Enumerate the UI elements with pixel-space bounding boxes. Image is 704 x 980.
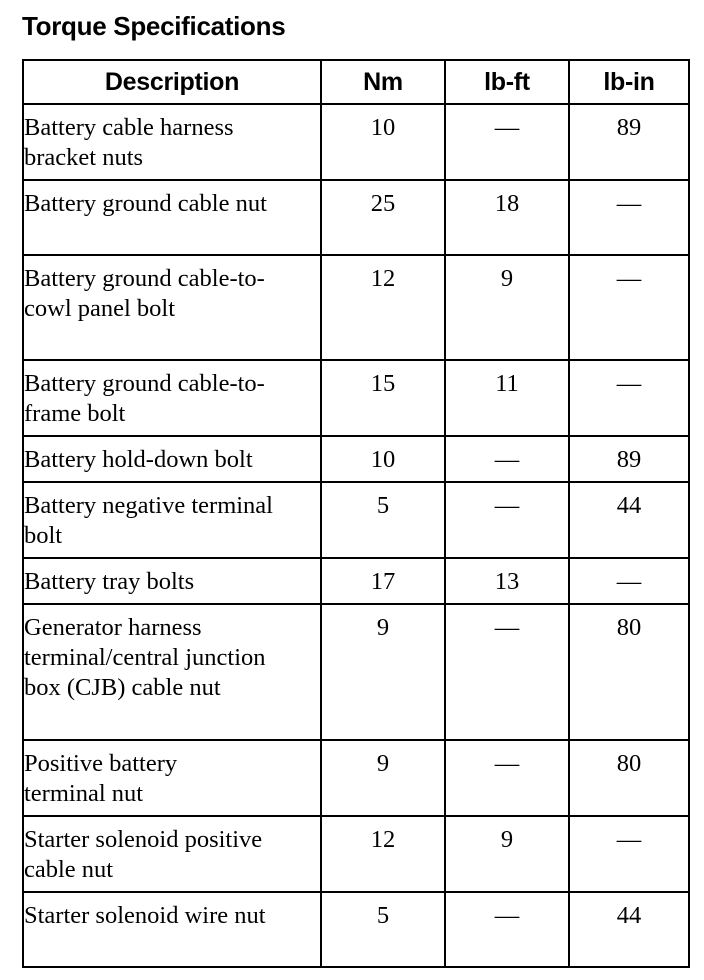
table-row: [23, 360, 689, 436]
page-title: Torque Specifications: [22, 11, 286, 41]
lb-in-cell: 80: [569, 604, 689, 740]
description-cell: Battery cable harness bracket nuts: [23, 104, 321, 180]
nm-cell: 5: [321, 482, 445, 558]
description-cell: Battery ground cable-to-cowl panel bolt: [23, 255, 321, 360]
nm-cell: 12: [321, 816, 445, 892]
lb-in-cell: 89: [569, 104, 689, 180]
description-cell: Starter solenoid positive cable nut: [23, 816, 321, 892]
table-row: [23, 482, 689, 558]
nm-cell: 9: [321, 740, 445, 816]
description-cell: Battery ground cable-to-frame bolt: [23, 360, 321, 436]
lb-ft-cell: —: [445, 436, 569, 482]
lb-in-cell: —: [569, 180, 689, 255]
nm-cell: 17: [321, 558, 445, 604]
lb-ft-cell: —: [445, 892, 569, 967]
lb-in-cell: 80: [569, 740, 689, 816]
nm-cell: 10: [321, 436, 445, 482]
description-cell: Generator harness terminal/central junction box (CJB) cable nut: [23, 604, 321, 740]
description-cell: Battery negative terminal bolt: [23, 482, 321, 558]
table-row: [23, 255, 689, 360]
lb-ft-cell: 11: [445, 360, 569, 436]
lb-in-cell: —: [569, 558, 689, 604]
lb-ft-cell: —: [445, 604, 569, 740]
description-cell: Starter solenoid wire nut: [23, 892, 321, 967]
nm-cell: 10: [321, 104, 445, 180]
header-row: [23, 60, 689, 104]
nm-cell: 9: [321, 604, 445, 740]
lb-ft-cell: —: [445, 740, 569, 816]
torque-specifications-table: [22, 59, 690, 968]
lb-in-cell: —: [569, 816, 689, 892]
description-cell: Battery hold-down bolt: [23, 436, 321, 482]
description-cell: Battery ground cable nut: [23, 180, 321, 255]
table-row: [23, 892, 689, 967]
nm-cell: 12: [321, 255, 445, 360]
lb-in-cell: 44: [569, 482, 689, 558]
lb-ft-cell: 18: [445, 180, 569, 255]
lb-ft-cell: 9: [445, 255, 569, 360]
table-row: [23, 558, 689, 604]
column-header-lb-in: lb-in: [569, 60, 689, 104]
lb-in-cell: 89: [569, 436, 689, 482]
lb-ft-cell: —: [445, 482, 569, 558]
lb-in-cell: 44: [569, 892, 689, 967]
table-row: [23, 180, 689, 255]
column-header-lb-ft: lb-ft: [445, 60, 569, 104]
table-row: [23, 104, 689, 180]
column-header-description: Description: [23, 60, 321, 104]
lb-in-cell: —: [569, 255, 689, 360]
description-cell: Positive battery terminal nut: [23, 740, 321, 816]
table-row: [23, 436, 689, 482]
nm-cell: 25: [321, 180, 445, 255]
nm-cell: 5: [321, 892, 445, 967]
table-row: [23, 604, 689, 740]
lb-ft-cell: —: [445, 104, 569, 180]
lb-ft-cell: 13: [445, 558, 569, 604]
table-row: [23, 740, 689, 816]
table-row: [23, 816, 689, 892]
description-cell: Battery tray bolts: [23, 558, 321, 604]
lb-in-cell: —: [569, 360, 689, 436]
nm-cell: 15: [321, 360, 445, 436]
column-header-nm: Nm: [321, 60, 445, 104]
lb-ft-cell: 9: [445, 816, 569, 892]
